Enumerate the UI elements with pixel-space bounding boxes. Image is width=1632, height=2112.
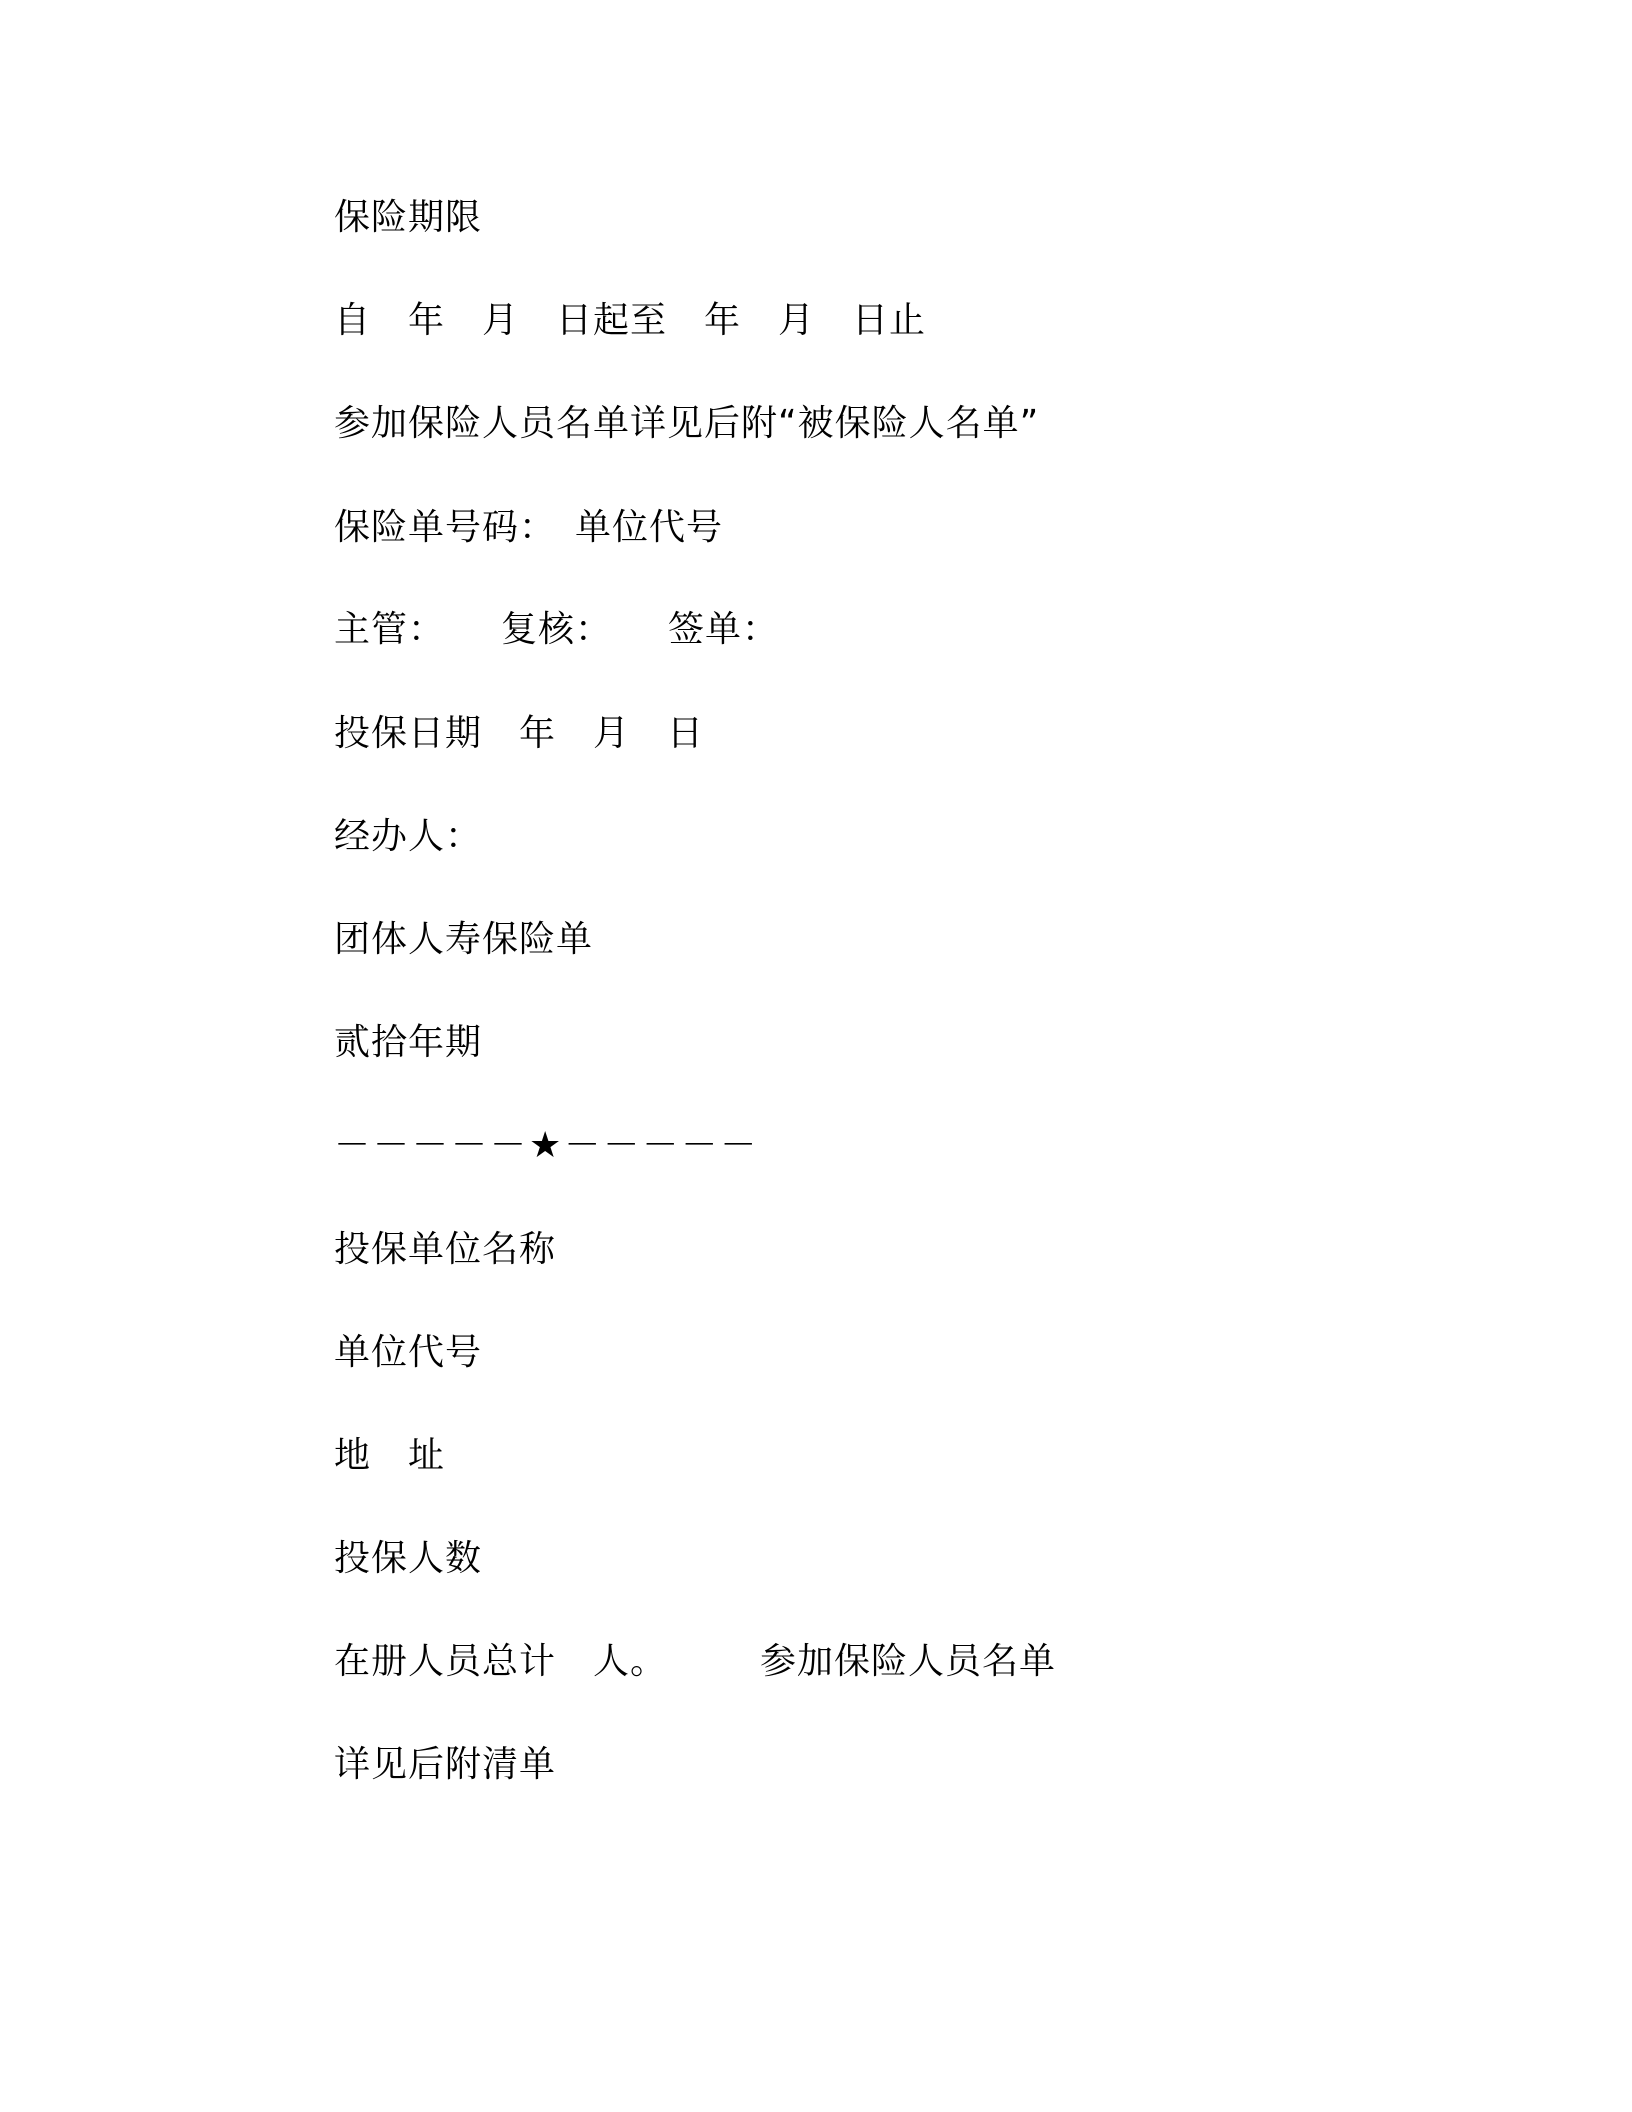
signatures-line: 主管： 复核： 签单： xyxy=(334,609,780,650)
period-range-line: 自 年 月 日起至 年 月 日止 xyxy=(334,300,927,341)
attached-list-note: 详见后附清单 xyxy=(334,1744,557,1785)
insured-list-note: 参加保险人员名单详见后附“被保险人名单” xyxy=(334,403,1040,444)
policy-number-line: 保险单号码： 单位代号 xyxy=(334,507,724,548)
insurance-period-label: 保险期限 xyxy=(334,197,483,238)
application-date-line: 投保日期 年 月 日 xyxy=(334,713,705,754)
policy-term: 贰拾年期 xyxy=(334,1022,483,1063)
star-divider: －－－－－★－－－－－ xyxy=(334,1125,760,1166)
applicant-unit-name-label: 投保单位名称 xyxy=(334,1229,557,1270)
handler-line: 经办人： xyxy=(334,816,483,857)
registered-total-line: 在册人员总计 人。 参加保险人员名单 xyxy=(334,1641,1057,1682)
unit-code-label: 单位代号 xyxy=(334,1332,483,1373)
address-label: 地 址 xyxy=(334,1435,446,1476)
policy-title: 团体人寿保险单 xyxy=(334,919,594,960)
applicant-count-label: 投保人数 xyxy=(334,1538,483,1579)
